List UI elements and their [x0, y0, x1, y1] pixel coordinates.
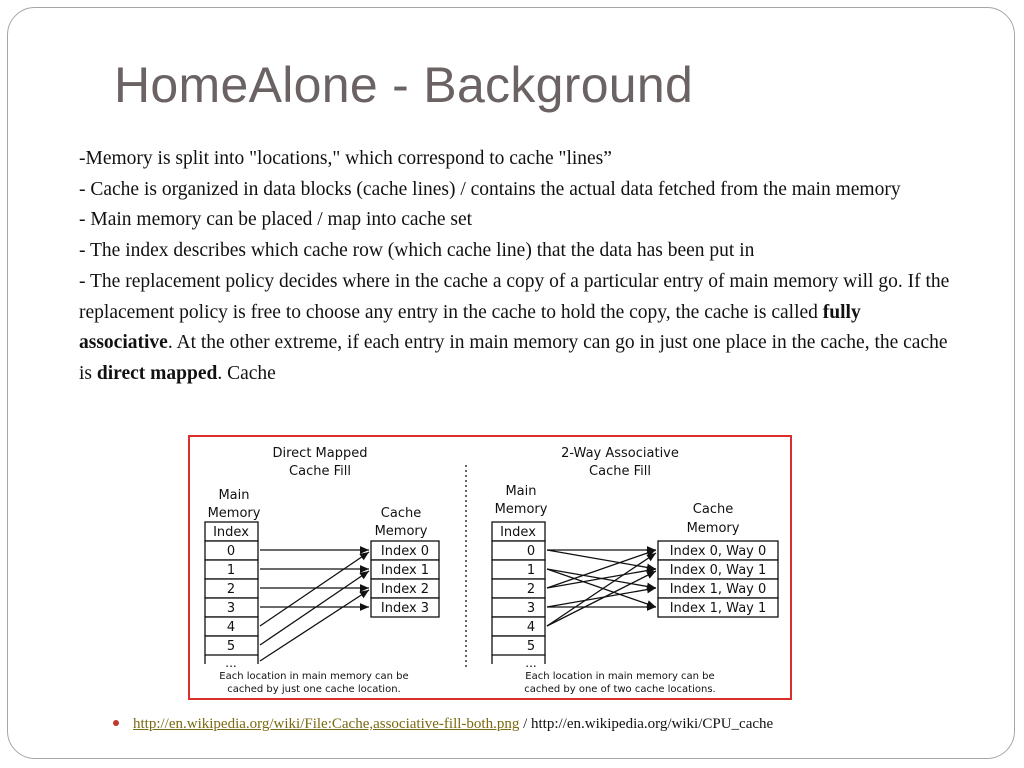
body-line-5-mid: . At the other extreme, if each entry in main memory can go in just one place in the cache, the cache is [79, 332, 948, 384]
right-cache-row: Index 1, Way 1 [669, 601, 767, 616]
body-line-1: -Memory is split into "locations," which correspond to cache "lines” [79, 148, 612, 169]
left-mem-row: 1 [226, 563, 236, 578]
left-cache-table [371, 541, 439, 617]
footer-separator: / [519, 716, 531, 732]
body-line-3: - Main memory can be placed / map into cache set [79, 209, 473, 231]
right-mem-row: 1 [526, 563, 536, 578]
left-mem-ellipsis: ... [225, 656, 237, 670]
right-mem-row: 3 [526, 601, 536, 616]
source-footer [113, 716, 773, 733]
right-main-label-2: Memory [494, 502, 548, 517]
left-main-label-2: Memory [207, 506, 261, 521]
left-index-header: Index [213, 525, 249, 540]
bullet-icon [113, 720, 119, 726]
cache-fill-svg [190, 437, 790, 698]
left-mem-row: 3 [226, 601, 236, 616]
direct-mapped-title-2: Cache Fill [289, 464, 351, 479]
left-cache-row: Index 0 [380, 544, 430, 559]
body-line-5-post: . Cache [217, 362, 276, 384]
cache-fill-diagram [188, 435, 792, 700]
right-index-header: Index [500, 525, 536, 540]
left-caption-2: cached by just one cache location. [227, 684, 401, 695]
left-cache-row: Index 2 [380, 582, 430, 597]
right-caption-2: cached by one of two cache locations. [524, 684, 716, 695]
left-mapping-arrows [260, 550, 369, 661]
slide-body [79, 144, 959, 390]
body-line-5 [79, 267, 959, 390]
right-mem-row: 2 [526, 582, 536, 597]
left-mem-row: 0 [226, 544, 236, 559]
direct-mapped-title-1: Direct Mapped [272, 446, 368, 461]
right-cache-row: Index 0, Way 1 [669, 563, 767, 578]
two-way-title-1: 2-Way Associative [561, 446, 679, 461]
right-cache-row: Index 0, Way 0 [669, 544, 767, 559]
right-mapping-arrows [547, 550, 656, 626]
right-cache-label-2: Memory [686, 521, 740, 536]
term-direct-mapped: direct mapped [96, 362, 218, 384]
right-cache-label-1: Cache [692, 502, 734, 517]
right-cache-table [658, 541, 778, 617]
source-link-wikimedia[interactable]: http://en.wikipedia.org/wiki/File:Cache,associative-fill-both.png [133, 716, 520, 732]
left-main-label-1: Main [218, 488, 250, 503]
left-memory-table [205, 522, 258, 670]
left-cache-label-1: Cache [380, 506, 422, 521]
left-cache-label-2: Memory [374, 524, 428, 539]
right-mem-ellipsis: ... [525, 656, 537, 670]
right-cache-row: Index 1, Way 0 [669, 582, 767, 597]
term-fully-associative: fully associative [79, 301, 861, 354]
right-main-label-1: Main [505, 484, 537, 499]
slide-title: HomeAlone - Background [114, 57, 694, 113]
left-cache-row: Index 1 [380, 563, 430, 578]
left-cache-row: Index 3 [380, 601, 430, 616]
two-way-title-2: Cache Fill [589, 464, 651, 479]
right-caption-1: Each location in main memory can be [525, 671, 715, 682]
source-url-cpu-cache: http://en.wikipedia.org/wiki/CPU_cache [531, 716, 774, 732]
body-line-2: - Cache is organized in data blocks (cache lines) / contains the actual data fetched from the main memory [79, 178, 901, 200]
right-memory-table [492, 522, 545, 670]
left-mem-row: 4 [226, 620, 236, 635]
body-line-4: - The index describes which cache row (which cache line) that the data has been put in [79, 240, 755, 262]
left-mem-row: 2 [226, 582, 236, 597]
right-mem-row: 4 [526, 620, 536, 635]
body-line-5-pre: - The replacement policy decides where in the cache a copy of a particular entry of main memory will go. If the replacement policy is free to choose any entry in the cache to hold the copy, the cache is called [79, 270, 950, 323]
right-mem-row: 5 [526, 639, 536, 654]
right-mem-row: 0 [526, 544, 536, 559]
left-mem-row: 5 [226, 639, 236, 654]
left-caption-1: Each location in main memory can be [219, 671, 409, 682]
